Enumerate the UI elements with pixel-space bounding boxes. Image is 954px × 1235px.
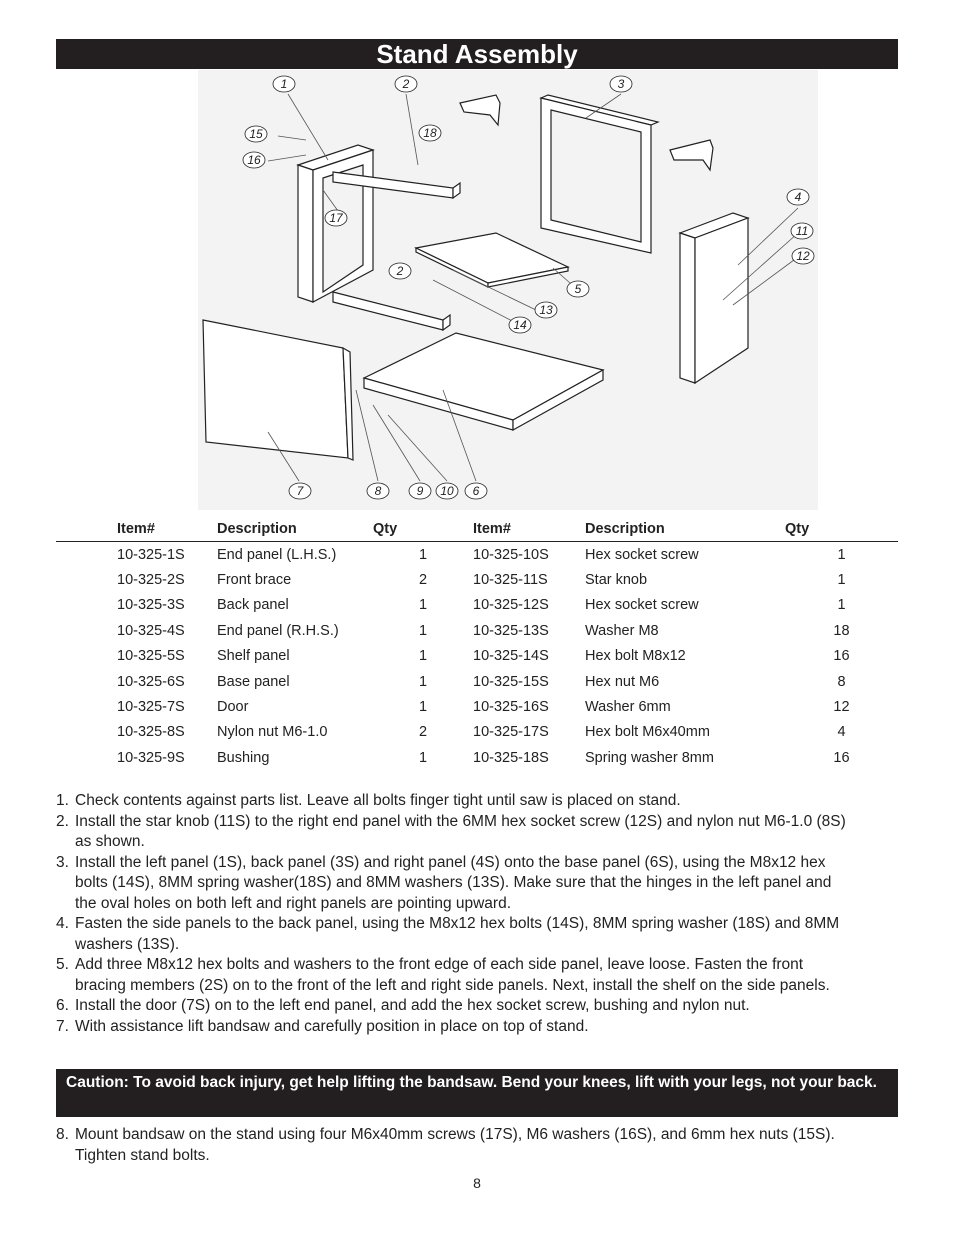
callout-label: 7 bbox=[296, 484, 304, 498]
step-text: Mount bandsaw on the stand using four M6x40mm screws (17S), M6 washers (16S), and 6mm hex nuts (15S). Tighten stand bolts. bbox=[75, 1126, 835, 1164]
item-description: Front brace bbox=[217, 572, 292, 589]
item-description: Hex bolt M6x40mm bbox=[585, 724, 710, 741]
callout-label: 18 bbox=[423, 126, 437, 140]
item-number: 10-325-3S bbox=[117, 597, 185, 614]
header-qty: Qty bbox=[373, 518, 473, 542]
item-qty: 4 bbox=[837, 724, 846, 741]
item-description: Nylon nut M6-1.0 bbox=[217, 724, 328, 741]
item-qty: 1 bbox=[837, 572, 846, 589]
item-number: 10-325-5S bbox=[117, 648, 185, 665]
step-text: Install the door (7S) on to the left end panel, and add the hex socket screw, bushing and nylon nut. bbox=[75, 997, 750, 1014]
step-number: 8. bbox=[56, 1126, 69, 1143]
callout-label: 15 bbox=[249, 127, 263, 141]
step-number: 6. bbox=[56, 997, 69, 1014]
header-qty: Qty bbox=[785, 518, 898, 542]
item-description: Hex socket screw bbox=[585, 597, 699, 614]
item-number: 10-325-1S bbox=[117, 546, 185, 563]
item-number: 10-325-16S bbox=[473, 699, 549, 716]
item-qty: 1 bbox=[418, 749, 428, 766]
table-row bbox=[56, 694, 898, 719]
table-row bbox=[56, 618, 898, 643]
step-number: 4. bbox=[56, 915, 69, 932]
callout-label: 5 bbox=[574, 282, 582, 296]
item-number: 10-325-9S bbox=[117, 749, 185, 766]
item-description: Base panel bbox=[217, 673, 290, 690]
instruction-step bbox=[56, 853, 856, 915]
instruction-step bbox=[56, 955, 856, 996]
item-qty: 16 bbox=[833, 648, 850, 665]
callout-label: 6 bbox=[472, 484, 480, 498]
item-description: Shelf panel bbox=[217, 648, 290, 665]
item-qty: 2 bbox=[418, 724, 428, 741]
step-text: With assistance lift bandsaw and carefully position in place on top of stand. bbox=[75, 1017, 589, 1035]
item-number: 10-325-17S bbox=[473, 724, 549, 741]
item-qty: 1 bbox=[418, 622, 428, 639]
instruction-step bbox=[56, 812, 856, 853]
callout-label: 8 bbox=[374, 484, 382, 498]
caution-banner: Caution: To avoid back injury, get help lifting the bandsaw. Bend your knees, lift with your legs, not your back. bbox=[56, 1069, 898, 1117]
item-qty: 1 bbox=[418, 648, 428, 665]
item-number: 10-325-14S bbox=[473, 648, 549, 665]
callout-label: 2 bbox=[402, 77, 410, 91]
table-row bbox=[56, 644, 898, 669]
item-qty: 1 bbox=[837, 546, 846, 563]
step-text: Add three M8x12 hex bolts and washers to the front edge of each side panel, leave loose. Fasten the front bracing members (2S) on to the front of the left and right side panels. Next, install the shelf on the side panels. bbox=[75, 956, 830, 994]
instruction-step bbox=[56, 1017, 856, 1038]
callout-label: 1 bbox=[280, 77, 288, 91]
item-description: Hex bolt M8x12 bbox=[585, 648, 686, 665]
table-row bbox=[56, 745, 898, 770]
callout-label: 3 bbox=[617, 77, 625, 91]
item-qty: 1 bbox=[837, 597, 846, 614]
item-description: Hex socket screw bbox=[585, 546, 699, 563]
item-description: Star knob bbox=[585, 572, 648, 589]
item-number: 10-325-11S bbox=[473, 572, 548, 589]
step-number: 7. bbox=[56, 1017, 69, 1035]
item-description: Washer 6mm bbox=[585, 699, 671, 716]
item-number: 10-325-13S bbox=[473, 622, 549, 639]
item-number: 10-325-12S bbox=[473, 597, 549, 614]
step-text: Install the left panel (1S), back panel (3S) and right panel (4S) onto the base panel (6S), using the M8x12 hex bolts (14S), 8MM spring washer(18S) and 8MM washers (13S). Make sure that the hinges in the left panel and the oval holes on both left and right panels are pointing upward. bbox=[75, 853, 832, 912]
table-header-row bbox=[56, 518, 898, 542]
instruction-step bbox=[56, 791, 856, 812]
item-qty: 1 bbox=[418, 597, 428, 614]
item-number: 10-325-2S bbox=[117, 572, 185, 589]
header-description: Description bbox=[217, 518, 373, 542]
callout-label: 11 bbox=[795, 224, 809, 238]
callout-label: 10 bbox=[440, 484, 454, 498]
parts-list-table bbox=[56, 518, 898, 771]
table-row bbox=[56, 720, 898, 745]
page-title: Stand Assembly bbox=[56, 39, 898, 69]
step-number: 3. bbox=[56, 853, 69, 871]
item-number: 10-325-4S bbox=[117, 622, 185, 639]
item-qty: 2 bbox=[418, 572, 428, 589]
item-number: 10-325-6S bbox=[117, 673, 185, 690]
item-description: Bushing bbox=[217, 749, 270, 766]
table-row bbox=[56, 669, 898, 694]
header-description: Description bbox=[585, 518, 785, 542]
item-number: 10-325-15S bbox=[473, 673, 549, 690]
step-text: Check contents against parts list. Leave all bolts finger tight until saw is placed on stand. bbox=[75, 792, 681, 809]
step-text: Install the star knob (11S) to the right end panel with the 6MM hex socket screw (12S) and nylon nut M6-1.0 (8S) as shown. bbox=[75, 812, 846, 850]
item-qty: 1 bbox=[418, 699, 428, 716]
table-row bbox=[56, 593, 898, 618]
callout-label: 9 bbox=[416, 484, 424, 498]
callout-label: 13 bbox=[539, 303, 553, 317]
item-description: End panel (R.H.S.) bbox=[217, 622, 339, 639]
instruction-step bbox=[56, 1125, 875, 1166]
page-number: 8 bbox=[473, 1175, 481, 1191]
item-qty: 12 bbox=[833, 699, 850, 716]
item-description: Back panel bbox=[217, 597, 289, 614]
instruction-step bbox=[56, 914, 856, 955]
callout-label: 16 bbox=[247, 153, 261, 167]
item-qty: 18 bbox=[833, 622, 850, 639]
callout-label: 4 bbox=[794, 190, 802, 204]
item-description: End panel (L.H.S.) bbox=[217, 546, 337, 563]
callout-label: 12 bbox=[796, 249, 810, 263]
step-number: 2. bbox=[56, 812, 69, 830]
item-number: 10-325-18S bbox=[473, 749, 549, 766]
item-description: Door bbox=[217, 699, 249, 716]
header-item: Item# bbox=[473, 518, 585, 542]
table-row bbox=[56, 567, 898, 592]
instruction-step bbox=[56, 996, 856, 1017]
item-qty: 8 bbox=[837, 673, 846, 690]
instruction-steps bbox=[56, 791, 856, 1037]
callout-label: 17 bbox=[329, 211, 343, 225]
step-number: 5. bbox=[56, 956, 69, 973]
item-description: Spring washer 8mm bbox=[585, 749, 714, 766]
item-qty: 16 bbox=[833, 749, 850, 766]
callout-label: 14 bbox=[513, 318, 527, 332]
item-number: 10-325-10S bbox=[473, 546, 549, 563]
item-qty: 1 bbox=[418, 673, 428, 690]
item-description: Hex nut M6 bbox=[585, 673, 660, 690]
callout-label: 2 bbox=[396, 264, 404, 278]
step-number: 1. bbox=[56, 792, 69, 809]
exploded-assembly-diagram bbox=[198, 70, 818, 510]
item-number: 10-325-7S bbox=[117, 699, 185, 716]
step-text: Fasten the side panels to the back panel, using the M8x12 hex bolts (14S), 8MM spring washer (18S) and 8MM washers (13S). bbox=[75, 915, 840, 953]
header-item: Item# bbox=[117, 518, 217, 542]
item-qty: 1 bbox=[418, 546, 428, 563]
item-description: Washer M8 bbox=[585, 622, 659, 639]
item-number: 10-325-8S bbox=[117, 724, 185, 741]
table-row bbox=[56, 542, 898, 568]
